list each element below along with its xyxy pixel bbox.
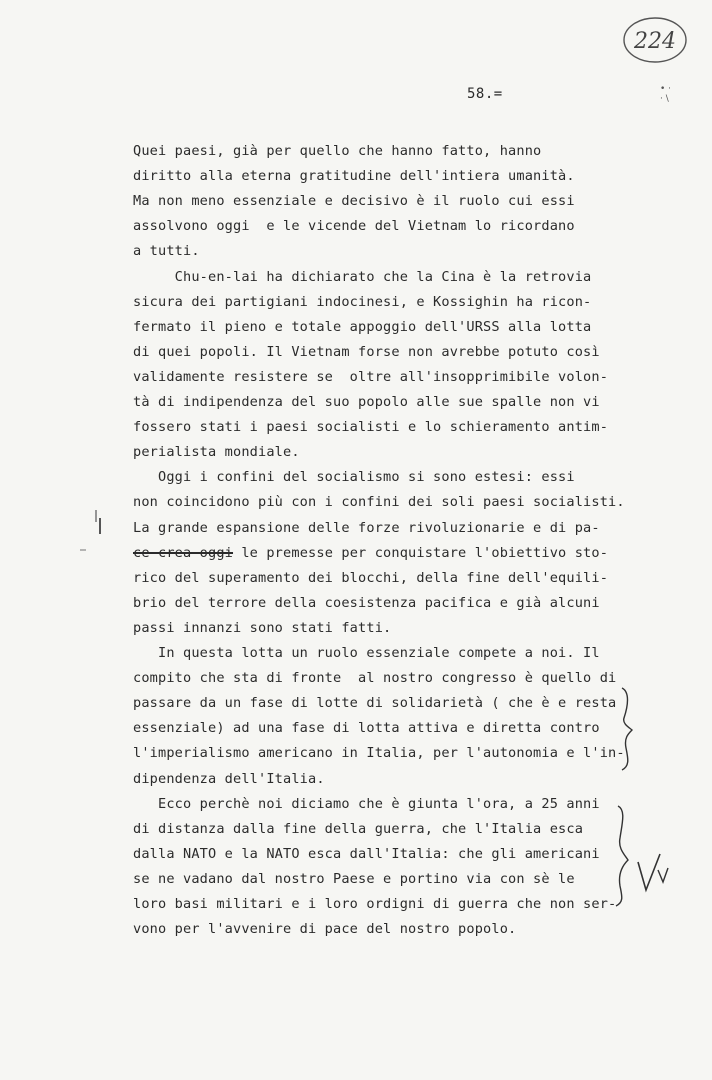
text-line: fermato il pieno e totale appoggio dell'URSS alla lotta (133, 318, 592, 335)
text-line: assolvono oggi e le vicende del Vietnam lo ricordano (133, 218, 575, 235)
text-line: sicura dei partigiani indocinesi, e Kossighin ha ricon- (133, 293, 592, 310)
text-line: essenziale) ad una fase di lotta attiva e diretta contro (133, 720, 600, 737)
text-line: Ecco perchè noi diciamo che è giunta l'ora, a 25 anni (133, 795, 600, 812)
text-span: le premesse per conquistare l'obiettivo sto- (233, 544, 609, 561)
text-line: Quei paesi, già per quello che hanno fatto, hanno (133, 143, 542, 159)
margin-brace-2 (608, 800, 672, 910)
margin-marks (78, 508, 118, 558)
text-line: passi innanzi sono stati fatti. (133, 619, 392, 636)
text-line: dipendenza dell'Italia. (133, 770, 325, 787)
margin-brace-1 (616, 684, 638, 774)
text-line: Chu-en-lai ha dichiarato che la Cina è la retrovia (133, 268, 592, 285)
archive-number-text: 224 (634, 29, 676, 54)
text-line: In questa lotta un ruolo essenziale compete a noi. Il (133, 645, 600, 661)
text-line (133, 545, 608, 561)
text-line: l'imperialismo americano in Italia, per l'autonomia e l'in- (133, 745, 625, 762)
text-line: perialista mondiale. (133, 444, 300, 461)
brace-icon (616, 684, 638, 774)
text-line: Oggi i confini del socialismo si sono estesi: essi (133, 469, 575, 486)
text-line: compito che sta di fronte al nostro congresso è quello di (133, 670, 617, 687)
struck-text: ce crea oggi (133, 544, 234, 561)
text-line: a tutti. (133, 243, 200, 260)
text-line: se ne vadano dal nostro Paese e portino via con sè le (133, 870, 575, 887)
text-line: Ma non meno essenziale e decisivo è il ruolo cui essi (133, 193, 575, 210)
archive-number-stamp (620, 14, 690, 66)
text-line: fossero stati i paesi socialisti e lo schieramento antim- (133, 419, 609, 436)
text-line: dalla NATO e la NATO esca dall'Italia: che gli americani (133, 845, 600, 862)
text-line: di distanza dalla fine della guerra, che l'Italia esca (133, 820, 584, 837)
text-line: vono per l'avvenire di pace del nostro popolo. (133, 921, 517, 938)
text-line: La grande espansione delle forze rivoluzionarie e di pa- (133, 519, 600, 536)
text-line: tà di indipendenza del suo popolo alle sue spalle non vi (133, 394, 600, 410)
text-line: diritto alla eterna gratitudine dell'intiera umanità. (133, 168, 575, 185)
text-line: di quei popoli. Il Vietnam forse non avrebbe potuto così (133, 343, 600, 360)
page-number: 58.= (467, 86, 503, 102)
text-line: validamente resistere se oltre all'insopprimibile volon- (133, 368, 609, 385)
text-line: loro basi militari e i loro ordigni di guerra che non ser- (133, 896, 617, 912)
corner-marks: • · · \ (660, 84, 672, 104)
text-line: brio del terrore della coesistenza pacifica e già alcuni (133, 594, 600, 611)
text-line: non coincidono più con i confini dei soli paesi socialisti. (133, 494, 625, 511)
circle-stamp-icon (620, 14, 690, 66)
brace-checkmark-icon (608, 800, 672, 910)
text-line: rico del superamento dei blocchi, della fine dell'equili- (133, 569, 609, 586)
text-line: passare da un fase di lotte di solidarietà ( che è e resta (133, 695, 617, 712)
